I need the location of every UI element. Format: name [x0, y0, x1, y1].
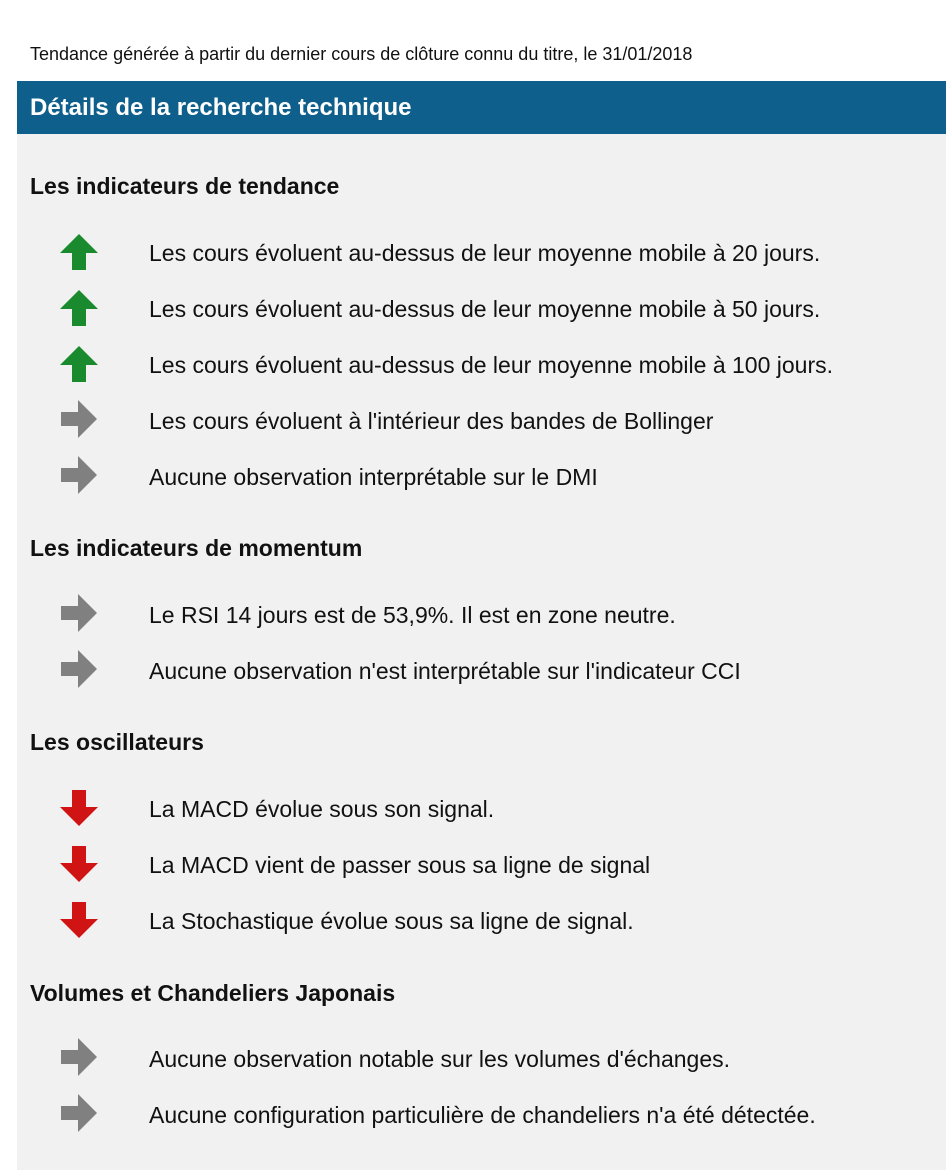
- arrow-right-icon: [57, 400, 101, 440]
- arrow-down-icon: [57, 900, 101, 940]
- technical-research-panel: [17, 81, 946, 1170]
- panel-title: Détails de la recherche technique: [17, 81, 946, 134]
- arrow-right-icon: [57, 456, 101, 496]
- list-item-text: Aucune observation notable sur les volumes d'échanges.: [149, 1046, 731, 1072]
- list-item: [17, 1094, 946, 1144]
- arrow-down-icon: [57, 788, 101, 828]
- section-title-momentum: Les indicateurs de momentum: [30, 535, 363, 561]
- list-item: [17, 1038, 946, 1088]
- list-item-text: Les cours évoluent à l'intérieur des bandes de Bollinger: [149, 408, 714, 434]
- list-item-text: Aucune observation interprétable sur le DMI: [149, 464, 598, 490]
- list-item-text: Le RSI 14 jours est de 53,9%. Il est en zone neutre.: [149, 602, 676, 628]
- list-item-text: La Stochastique évolue sous sa ligne de signal.: [149, 908, 634, 934]
- list-item: [17, 844, 946, 894]
- list-item: [17, 288, 946, 338]
- arrow-up-icon: [57, 232, 101, 272]
- list-item: [17, 400, 946, 450]
- section-title-volumes: Volumes et Chandeliers Japonais: [30, 980, 396, 1006]
- list-item: [17, 456, 946, 506]
- list-item-text: Les cours évoluent au-dessus de leur moyenne mobile à 20 jours.: [149, 240, 821, 266]
- list-item-text: Aucune configuration particulière de chandeliers n'a été détectée.: [149, 1102, 816, 1128]
- arrow-right-icon: [57, 650, 101, 690]
- arrow-right-icon: [57, 1038, 101, 1078]
- closing-price-note: Tendance générée à partir du dernier cours de clôture connu du titre, le 31/01/2018: [30, 44, 693, 64]
- list-item-text: Aucune observation n'est interprétable sur l'indicateur CCI: [149, 658, 741, 684]
- section-title-trend: Les indicateurs de tendance: [30, 173, 340, 199]
- arrow-up-icon: [57, 344, 101, 384]
- section-title-oscillators: Les oscillateurs: [30, 729, 204, 755]
- arrow-right-icon: [57, 594, 101, 634]
- list-item-text: La MACD évolue sous son signal.: [149, 796, 495, 822]
- arrow-down-icon: [57, 844, 101, 884]
- list-item: [17, 788, 946, 838]
- arrow-up-icon: [57, 288, 101, 328]
- list-item: [17, 344, 946, 394]
- list-item: [17, 900, 946, 950]
- list-item-text: Les cours évoluent au-dessus de leur moyenne mobile à 50 jours.: [149, 296, 821, 322]
- list-item-text: Les cours évoluent au-dessus de leur moyenne mobile à 100 jours.: [149, 352, 834, 378]
- list-item: [17, 594, 946, 644]
- list-item: [17, 232, 946, 282]
- arrow-right-icon: [57, 1094, 101, 1134]
- list-item-text: La MACD vient de passer sous sa ligne de signal: [149, 852, 651, 878]
- list-item: [17, 650, 946, 700]
